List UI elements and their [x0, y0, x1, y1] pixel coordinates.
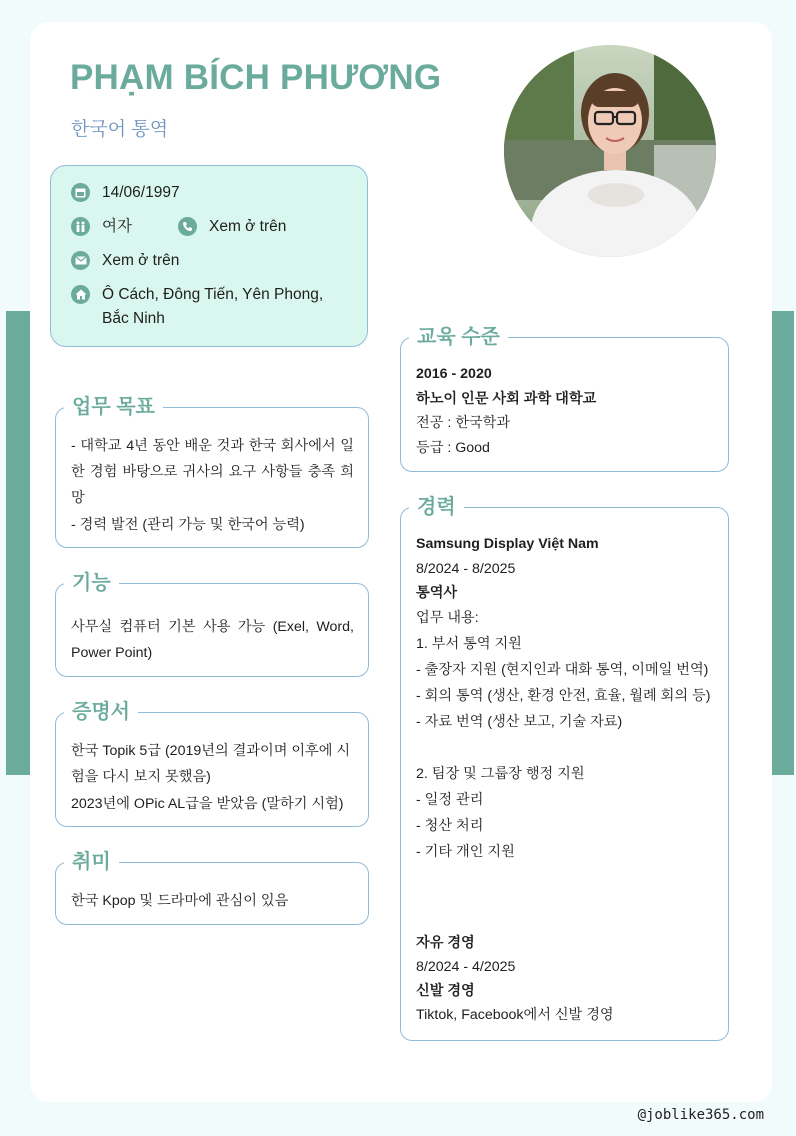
- left-accent-band: [6, 311, 30, 775]
- education-grade: 등급 : Good: [416, 439, 490, 456]
- objective-title: 업무 목표: [64, 394, 163, 420]
- phone-icon: [178, 217, 197, 236]
- hobbies-text: 한국 Kpop 및 드라마에 관심이 있음: [71, 893, 289, 909]
- certificates-section: [55, 701, 369, 827]
- education-school: 하노이 인문 사회 과학 대학교: [416, 390, 597, 407]
- contact-info-card: [50, 165, 368, 347]
- address-row: [71, 283, 323, 331]
- hobbies-section: [55, 851, 369, 925]
- certificates-text-2: 2023년에 OPic AL급을 받았음 (말하기 시험): [71, 796, 344, 812]
- objective-text-2: - 경력 발전 (관리 가능 및 한국어 능력): [71, 517, 305, 533]
- calendar-icon: [71, 183, 90, 202]
- company-3: 신발 경영: [416, 983, 475, 999]
- period-2: 8/2024 - 4/2025: [416, 959, 516, 975]
- duty-2: - 출장자 지원 (현지인과 대화 통역, 이메일 번역): [416, 662, 709, 678]
- education-major: 전공 : 한국학과: [416, 415, 511, 431]
- job-position: 한국어 통역: [71, 119, 169, 140]
- education-section: [400, 326, 729, 472]
- candidate-name: PHẠM BÍCH PHƯƠNG: [70, 58, 442, 97]
- company-3-desc: Tiktok, Facebook에서 신발 경영: [416, 1007, 614, 1023]
- duty-3: - 회의 통역 (생산, 환경 안전, 효율, 월례 회의 등): [416, 688, 711, 704]
- hobbies-title: 취미: [64, 849, 119, 875]
- company-2: 자유 경영: [416, 935, 475, 951]
- address-line-1: Ô Cách, Đông Tiến, Yên Phong,: [102, 286, 324, 303]
- address-line-2: Bắc Ninh: [102, 310, 165, 327]
- objective-text-1: - 대학교 4년 동안 배운 것과 한국 회사에서 일한 경험 바탕으로 귀사의 요구 사항들 충족 희망: [71, 438, 354, 506]
- objective-section: [55, 396, 369, 548]
- experience-title: 경력: [409, 494, 464, 520]
- duty-1: 1. 부서 통역 지원: [416, 636, 522, 652]
- phone-value: Xem ở trên: [209, 218, 287, 235]
- duty-5: 2. 팀장 및 그룹장 행정 지원: [416, 766, 585, 782]
- gender-icon: [71, 217, 90, 236]
- skills-title: 기능: [64, 570, 119, 596]
- email-value: Xem ở trên: [102, 252, 180, 269]
- skills-text: 사무실 컴퓨터 기본 사용 가능 (Exel, Word, Power Point): [71, 619, 354, 661]
- skills-section: [55, 572, 369, 677]
- education-body: [416, 362, 714, 460]
- profile-photo: [504, 45, 716, 257]
- watermark: @joblike365.com: [637, 1107, 764, 1123]
- education-title: 교육 수준: [409, 324, 508, 350]
- experience-duties: [416, 605, 714, 865]
- role-1: 통역사: [416, 585, 458, 601]
- duty-6: - 일정 관리: [416, 792, 484, 808]
- birthday-row: [71, 181, 180, 205]
- duty-4: - 자료 번역 (생산 보고, 기술 자료): [416, 714, 623, 730]
- duties-label: 업무 내용:: [416, 610, 479, 626]
- birthday-value: 14/06/1997: [102, 184, 180, 201]
- phone-row: [178, 215, 286, 239]
- address-value: [102, 283, 323, 331]
- mail-icon: [71, 251, 90, 270]
- right-accent-band: [770, 311, 794, 775]
- experience-job-1: [416, 532, 714, 606]
- home-icon: [71, 285, 90, 304]
- experience-job-2: [416, 931, 714, 1027]
- certificates-title: 증명서: [64, 699, 138, 725]
- duty-8: - 기타 개인 지원: [416, 844, 515, 860]
- company-1: Samsung Display Việt Nam: [416, 536, 599, 552]
- education-years: 2016 - 2020: [416, 366, 492, 382]
- duty-spacer: [416, 735, 714, 761]
- gender-row: [71, 215, 132, 239]
- certificates-text-1: 한국 Topik 5급 (2019년의 결과이며 이후에 시험을 다시 보지 못했음): [71, 743, 351, 785]
- duty-7: - 청산 처리: [416, 818, 484, 834]
- experience-section: [400, 496, 729, 1041]
- gender-value: 여자: [102, 218, 132, 235]
- email-row: [71, 249, 179, 273]
- period-1: 8/2024 - 8/2025: [416, 560, 516, 577]
